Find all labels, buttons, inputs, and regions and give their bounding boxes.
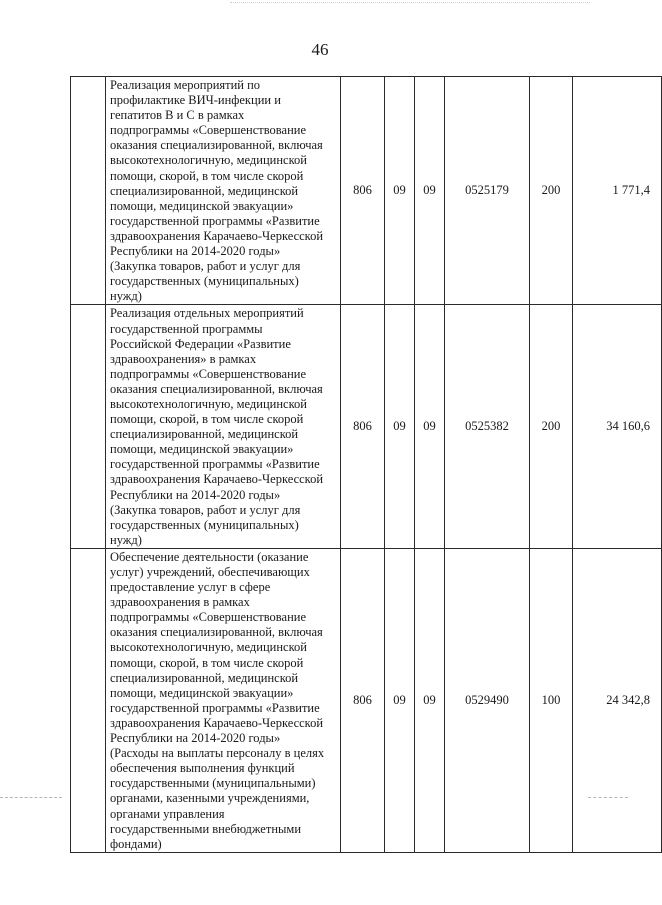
expense-type-cell: 100 xyxy=(530,548,573,852)
table-row xyxy=(71,548,662,852)
expense-name-cell xyxy=(106,77,341,305)
target-article-cell: 0525179 xyxy=(445,77,530,305)
amount-cell: 34 160,6 xyxy=(573,305,662,549)
expense-name-cell xyxy=(106,548,341,852)
scan-noise-top xyxy=(230,2,590,13)
table-row xyxy=(71,305,662,549)
section-code-cell: 09 xyxy=(385,305,415,549)
amount-cell: 1 771,4 xyxy=(573,77,662,305)
budget-table-body xyxy=(71,77,662,853)
section-code-cell: 09 xyxy=(385,548,415,852)
row-number-cell xyxy=(71,77,106,305)
target-article-cell: 0525382 xyxy=(445,305,530,549)
expense-type-cell: 200 xyxy=(530,77,573,305)
amount-cell: 24 342,8 xyxy=(573,548,662,852)
row-number-cell xyxy=(71,305,106,549)
ministry-code-cell: 806 xyxy=(341,77,385,305)
expense-name-cell xyxy=(106,305,341,549)
table-row xyxy=(71,77,662,305)
page-number: 46 xyxy=(311,40,329,59)
row-number-cell xyxy=(71,548,106,852)
expense-name-text: Реализация отдельных мероприятий государственной программы Российской Федерации «Развитие здравоохранения» в рамках подпрограммы «Совершенствование оказания специализированной, включая высокотехнологичную, медицинской помощи, скорой, в том числе скорой специализированной, медицинской помощи, медицинской эвакуации» государственной программы «Развитие здравоохранения Карачаево-Черкесской Республики на 2014-2020 годы» (Закупка товаров, работ и услуг для государственных (муниципальных) нужд) xyxy=(110,306,324,547)
expense-name-text: Реализация мероприятий по профилактике ВИЧ-инфекции и гепатитов В и С в рамках подпрограммы «Совершенствование оказания специализированной, включая высокотехнологичную, медицинской помощи, скорой, в том числе скорой специализированной, медицинской помощи, медицинской эвакуации» государственной программы «Развитие здравоохранения Карачаево-Черкесской Республики на 2014-2020 годы» (Закупка товаров, работ и услуг для государственных (муниципальных) нужд) xyxy=(110,78,324,304)
ministry-code-cell: 806 xyxy=(341,548,385,852)
subsection-code-cell: 09 xyxy=(415,305,445,549)
section-code-cell: 09 xyxy=(385,77,415,305)
subsection-code-cell: 09 xyxy=(415,548,445,852)
budget-table xyxy=(70,76,662,853)
expense-type-cell: 200 xyxy=(530,305,573,549)
expense-name-text: Обеспечение деятельности (оказание услуг) учреждений, обеспечивающих предоставление услуг в сфере здравоохранения в рамках подпрограммы «Совершенствование оказания специализированной, включая высокотехнологичную, медицинской помощи, скорой, в том числе скорой специализированной, медицинской помощи, медицинской эвакуации» государственной программы «Развитие здравоохранения Карачаево-Черкесской Республики на 2014-2020 годы» (Расходы на выплаты персоналу в целях обеспечения выполнения функций государственными (муниципальными) органами, казенными учреждениями, органами управления государственными внебюджетными фондами) xyxy=(110,549,325,851)
subsection-code-cell: 09 xyxy=(415,77,445,305)
ministry-code-cell: 806 xyxy=(341,305,385,549)
target-article-cell: 0529490 xyxy=(445,548,530,852)
scan-edge-mark-left xyxy=(0,797,62,798)
